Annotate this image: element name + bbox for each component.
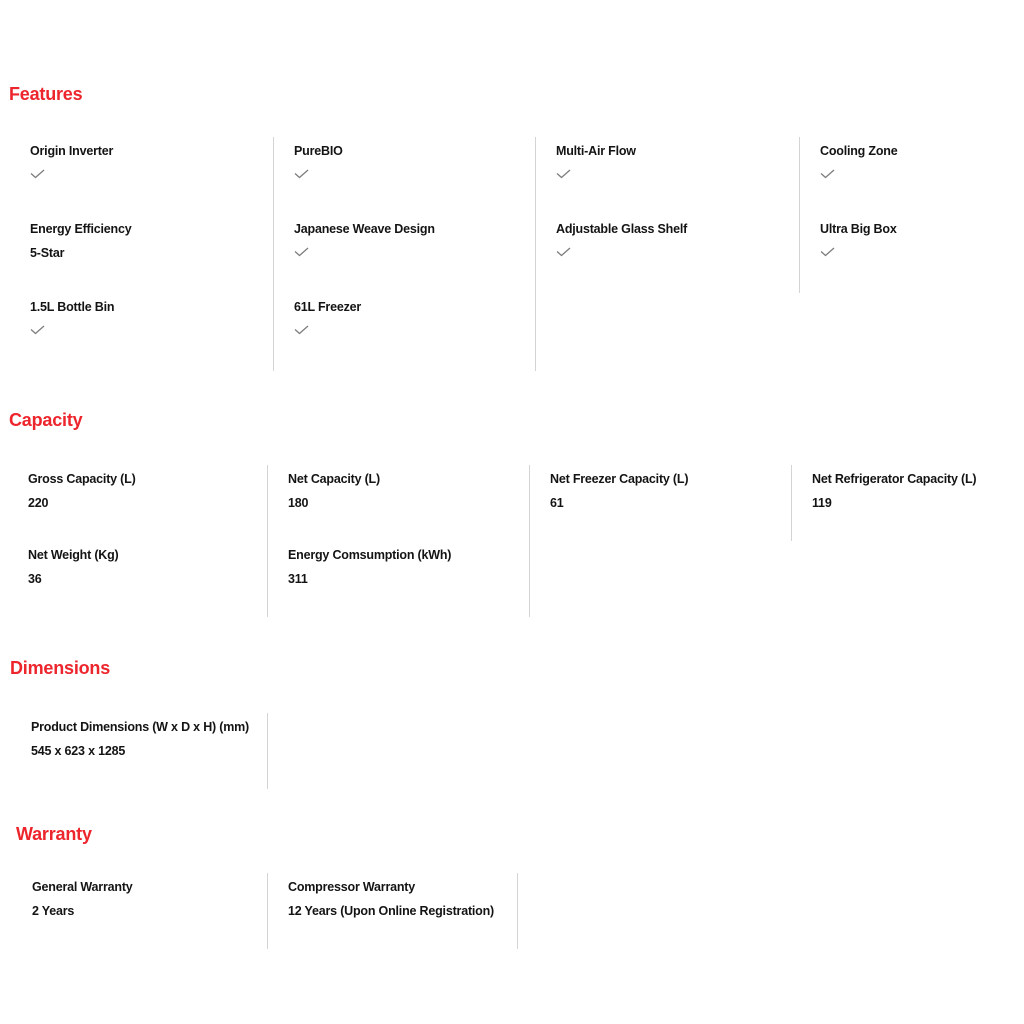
spec-item [791, 465, 1024, 541]
spec-item [535, 215, 799, 293]
spec-value: 2 Years [32, 904, 75, 918]
spec-item [267, 873, 517, 949]
spec-item [10, 293, 273, 371]
spec-value: 220 [28, 496, 49, 510]
spec-label: 61L Freezer [294, 300, 362, 314]
warranty-grid [12, 873, 1024, 949]
spec-value: 545 x 623 x 1285 [31, 744, 126, 758]
spec-label: Net Freezer Capacity (L) [550, 472, 689, 486]
spec-label: Net Capacity (L) [288, 472, 380, 486]
spec-value: 311 [288, 572, 308, 586]
check-icon [556, 169, 571, 179]
spec-item [267, 541, 529, 617]
spec-label: Cooling Zone [820, 144, 898, 158]
spec-label: Net Weight (Kg) [28, 548, 119, 562]
empty-cell [535, 293, 799, 371]
spec-value: 5-Star [30, 246, 65, 260]
spec-item [529, 465, 791, 541]
spec-value: 119 [812, 496, 832, 510]
check-icon [30, 169, 45, 179]
spec-item [273, 215, 535, 293]
spec-label: Net Refrigerator Capacity (L) [812, 472, 977, 486]
section-title-warranty: Warranty [16, 824, 92, 844]
spec-value: 12 Years (Upon Online Registration) [288, 904, 495, 918]
check-icon [294, 247, 309, 257]
check-icon [556, 247, 571, 257]
spec-item [273, 137, 535, 215]
spec-item [10, 215, 273, 293]
check-icon [820, 169, 835, 179]
spec-label: PureBIO [294, 144, 343, 158]
check-icon [294, 325, 309, 335]
spec-label: Origin Inverter [30, 144, 114, 158]
spec-item [8, 465, 267, 541]
spec-label: Energy Comsumption (kWh) [288, 548, 452, 562]
spec-label: Energy Efficiency [30, 222, 132, 236]
spec-item [799, 215, 1024, 293]
empty-cell [529, 541, 791, 617]
spec-label: Japanese Weave Design [294, 222, 435, 236]
section-title-dimensions: Dimensions [10, 658, 111, 678]
spec-label: 1.5L Bottle Bin [30, 300, 115, 314]
spec-item [12, 873, 267, 949]
check-icon [30, 325, 45, 335]
spec-item [10, 137, 273, 215]
spec-label: Ultra Big Box [820, 222, 897, 236]
spec-label: Multi-Air Flow [556, 144, 636, 158]
spec-label: Adjustable Glass Shelf [556, 222, 688, 236]
spec-value: 36 [28, 572, 42, 586]
section-title-capacity: Capacity [9, 410, 83, 430]
spec-item [799, 137, 1024, 215]
check-icon [820, 247, 835, 257]
spec-label: Gross Capacity (L) [28, 472, 136, 486]
capacity-grid [8, 465, 1024, 617]
spec-value: 61 [550, 496, 564, 510]
features-grid [10, 137, 1024, 371]
spec-value: 180 [288, 496, 309, 510]
check-icon [294, 169, 309, 179]
section-title-features: Features [9, 84, 83, 104]
spec-item [8, 541, 267, 617]
spec-item [535, 137, 799, 215]
spec-label: Compressor Warranty [288, 880, 416, 894]
spec-item [267, 465, 529, 541]
empty-cell [517, 873, 1024, 949]
dimensions-grid [11, 713, 1024, 789]
spec-item [273, 293, 535, 371]
empty-cell [267, 713, 1024, 789]
spec-item [11, 713, 267, 789]
spec-label: Product Dimensions (W x D x H) (mm) [31, 720, 250, 734]
spec-label: General Warranty [32, 880, 133, 894]
